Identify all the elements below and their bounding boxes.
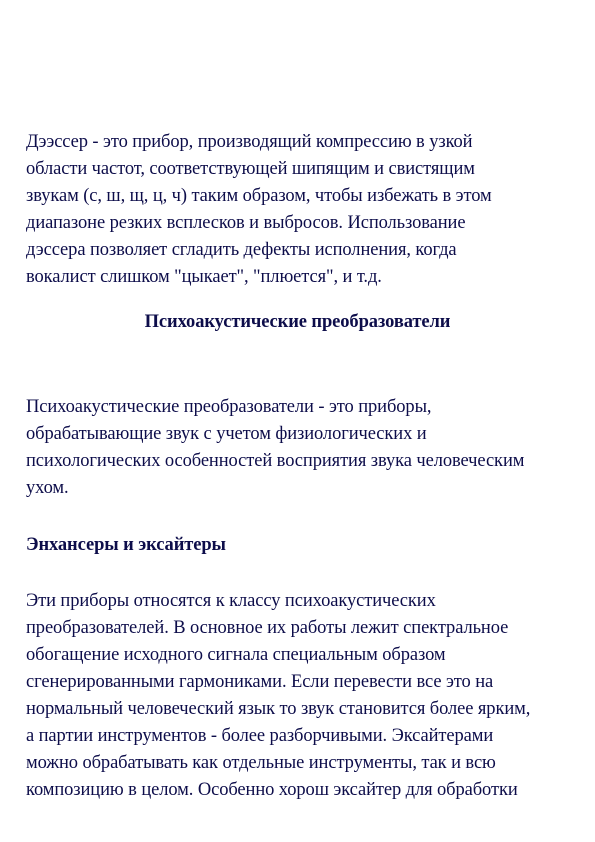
psycho-line-1: Психоакустические преобразователи - это приборы, — [26, 397, 432, 417]
enhancers-line-1: Эти приборы относятся к классу психоакустических — [26, 591, 436, 611]
enhancers-line-8: композицию в целом. Особенно хорош эксайтер для обработки — [26, 780, 518, 800]
deesser-line-2: области частот, соответствующей шипящим и свистящим — [26, 159, 475, 179]
deesser-line-5: дэссера позволяет сгладить дефекты исполнения, когда — [26, 240, 457, 260]
psycho-line-4: ухом. — [26, 478, 69, 498]
heading-enhancers: Энхансеры и эксайтеры — [26, 535, 226, 555]
heading-psychoacoustic: Психоакустические преобразователи — [144, 312, 451, 332]
deesser-line-1: Дээссер - это прибор, производящий компрессию в узкой — [26, 132, 473, 152]
psycho-line-3: психологических особенностей восприятия звука человеческим — [26, 451, 525, 471]
deesser-line-6: вокалист слишком "цыкает", "плюется", и т.д. — [26, 267, 382, 287]
enhancers-line-5: нормальный человеческий язык то звук становится более ярким, — [26, 699, 531, 719]
enhancers-line-7: можно обрабатывать как отдельные инструменты, так и всю — [26, 753, 496, 773]
enhancers-line-2: преобразователей. В основное их работы лежит спектральное — [26, 618, 509, 638]
enhancers-line-6: а партии инструментов - более разборчивыми. Эксайтерами — [26, 726, 494, 746]
deesser-line-4: диапазоне резких всплесков и выбросов. Использование — [26, 213, 466, 233]
enhancers-line-3: обогащение исходного сигнала специальным образом — [26, 645, 446, 665]
psycho-line-2: обрабатывающие звук с учетом физиологических и — [26, 424, 427, 444]
enhancers-line-4: сгенерированными гармониками. Если перевести все это на — [26, 672, 494, 692]
deesser-line-3: звукам (с, ш, щ, ц, ч) таким образом, чтобы избежать в этом — [26, 186, 492, 206]
